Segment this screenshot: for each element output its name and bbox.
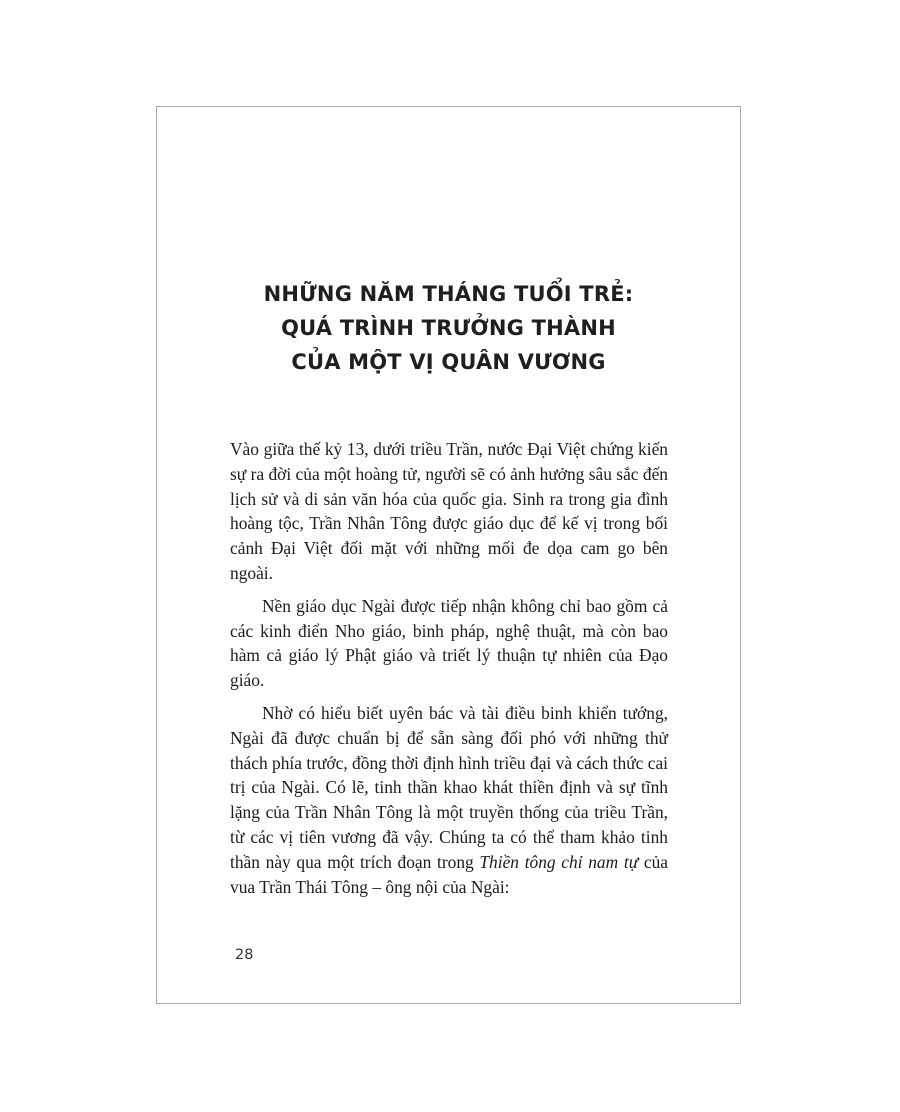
paragraph-3-text-end: của vua Trần Thái Tông – ông nội của Ngài: (230, 851, 669, 897)
chapter-title-line-2: QUÁ TRÌNH TRƯỞNG THÀNH (281, 316, 616, 340)
body-text (230, 437, 668, 907)
chapter-title-line-3: CỦA MỘT VỊ QUÂN VƯƠNG (291, 350, 606, 374)
paragraph-1: Vào giữa thế kỷ 13, dưới triều Trần, nước Đại Việt chứng kiến sự ra đời của một hoàng tử, người sẽ có ảnh hưởng sâu sắc đến lịch sử và di sản văn hóa của quốc gia. Sinh ra trong gia đình hoàng tộc, Trần Nhân Tông được giáo dục để kế vị trong bối cảnh Đại Việt đối mặt với những mối đe dọa cam go bên ngoài. (230, 439, 668, 583)
chapter-title-line-1: NHỮNG NĂM THÁNG TUỔI TRẺ: (263, 282, 634, 306)
page-number: 28 (235, 947, 254, 963)
paragraph-2: Nền giáo dục Ngài được tiếp nhận không chỉ bao gồm cả các kinh điển Nho giáo, binh pháp, nghệ thuật, mà còn bao hàm cả giáo lý Phật giáo và triết lý thuận tự nhiên của Đạo giáo. (230, 595, 668, 691)
paragraph-3 (230, 701, 668, 899)
book-page (156, 106, 741, 1004)
chapter-title (157, 277, 740, 379)
book-title-italic: Thiền tông chỉ nam tự (479, 851, 639, 872)
paragraph-3-text-start: Nhờ có hiểu biết uyên bác và tài điều binh khiển tướng, Ngài đã được chuẩn bị để sẵn sàng đối phó với những thử thách phía trước, đồng thời định hình triều đại và cách thức cai trị của Ngài. Có lẽ, tinh thần khao khát thiền định và sự tĩnh lặng của Trần Nhân Tông là một truyền thống của triều Trần, từ các vị tiên vương đã vậy. Chúng ta có thể tham khảo tinh thần này qua một trích đoạn trong (230, 702, 668, 872)
